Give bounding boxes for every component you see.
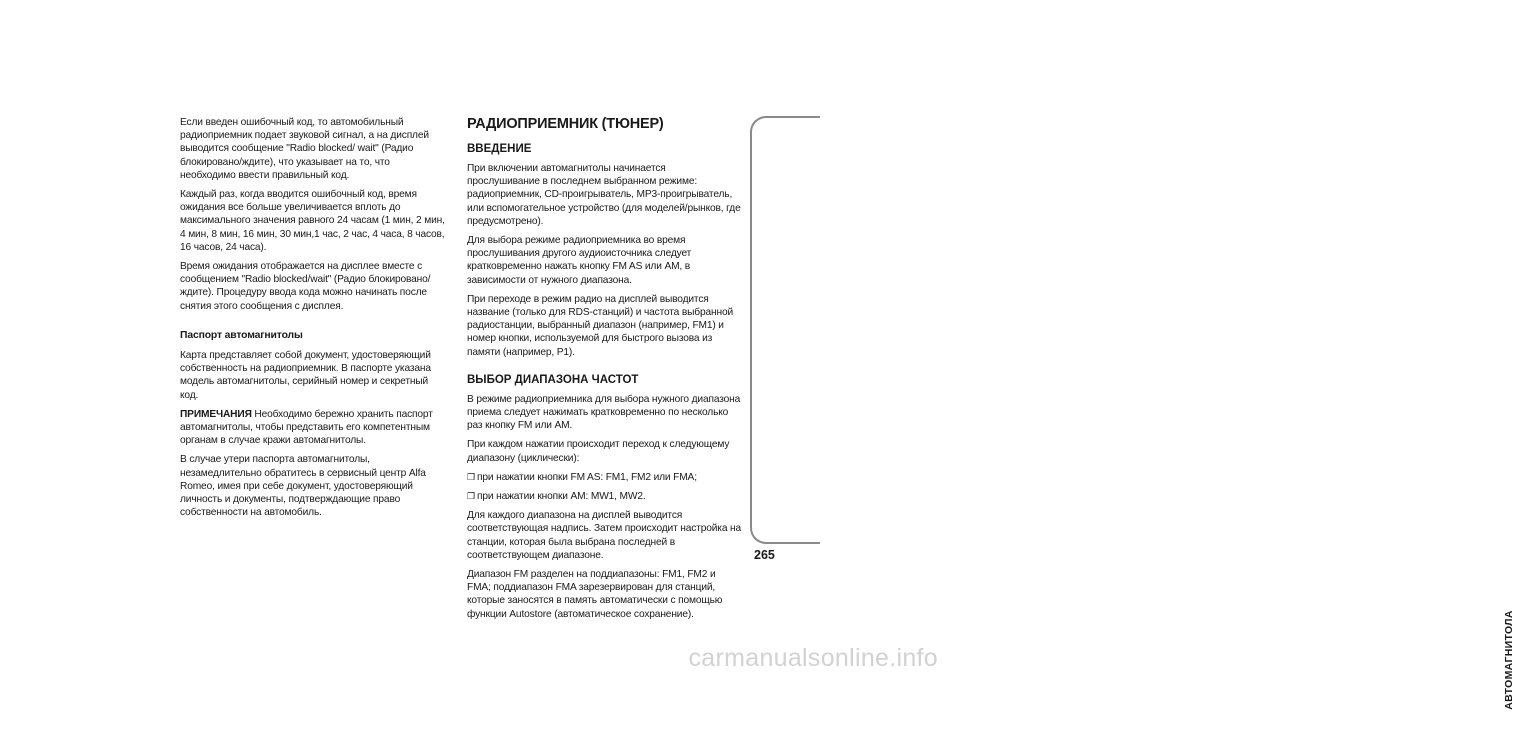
- heading-introduction: ВВЕДЕНИЕ: [467, 143, 532, 155]
- side-tab-frame: [750, 116, 820, 544]
- paragraph-band-3: Для каждого диапазона на дисплей выводится соответствующая надпись. Затем происходит настройка на станции, которая была выбрана последней в соответствующем диапазоне.: [467, 510, 742, 561]
- bullet-item-am: ❒ при нажатии кнопки AM: MW1, MW2.: [467, 491, 646, 503]
- paragraph-wait-display: Время ожидания отображается на дисплее вместе с сообщением "Radio blocked/wait" (Радио блокировано/ждите). Процедуру ввода кода можно начинать после снятия этого сообщения с дисплея.: [180, 261, 431, 312]
- right-column: [467, 116, 741, 627]
- page-number: 265: [754, 548, 775, 562]
- paragraph-intro-3: При переходе в режим радио на дисплей выводится название (только для RDS-станций) и частота выбранной радиостанции, выбранный диапазон (например, FM1) и номер кнопки, используемой для быстрого вызова из памяти (например, P1).: [467, 293, 734, 358]
- paragraph-band-2: При каждом нажатии происходит переход к следующему диапазону (циклически):: [467, 439, 730, 464]
- paragraph-wrong-code: Если введен ошибочный код, то автомобильный радиоприемник подает звуковой сигнал, а на дисплей выводится сообщение "Radio blocked/ wait" (Радио блокировано/ждите), что указывает на то, что необходимо ввести правильный код.: [180, 117, 429, 181]
- watermark: carmanualsonline.info: [688, 644, 938, 672]
- paragraph-intro-1: При включении автомагнитолы начинается прослушивание в последнем выбранном режиме: радиоприемник, CD-проигрыватель, MP3-проигрыватель, или вспомогательное устройство (для моделей/рынков, где предусмотрено).: [467, 163, 741, 227]
- side-tab-label: АВТОМАГНИТОЛА: [1503, 610, 1515, 710]
- note-paragraph: [180, 408, 445, 448]
- paragraph-band-4: Диапазон FM разделен на поддиапазоны: FM1, FM2 и FMA; поддиапазон FMA зарезервирован для станций, которые заносятся в память автоматически с помощью функции Autostore (автоматическое сохранение).: [467, 569, 723, 620]
- subheading-radio-passport: Паспорт автомагнитолы: [180, 329, 303, 341]
- bullet-item-fm: ❒ при нажатии кнопки FM AS: FM1, FM2 или FMA;: [467, 471, 697, 483]
- paragraph-band-1: В режиме радиоприемника для выбора нужного диапазона приема следует нажимать кратковременно по несколько раз кнопку FM или AM.: [467, 393, 741, 432]
- heading-band-selection: ВЫБОР ДИАПАЗОНА ЧАСТОТ: [467, 373, 639, 386]
- paragraph-intro-2: Для выбора режиме радиоприемника во время прослушивания другого аудиоисточника следует кратковременно нажать кнопку FM AS или AM, в зависимости от нужного диапазона.: [467, 235, 692, 286]
- left-column: [180, 116, 445, 525]
- checkbox-bullet-icon: ❒: [467, 491, 475, 502]
- section-title: РАДИОПРИЕМНИК (ТЮНЕР): [467, 116, 664, 132]
- paragraph-lost-passport: В случае утери паспорта автомагнитолы, незамедлительно обратитесь в сервисный центр Alfa Romeo, имея при себе документ, удостоверяющий личность и документы, подтверждающие право собственности на автомобиль.: [180, 454, 426, 519]
- paragraph-passport-card: Карта представляет собой документ, удостоверяющий собственность на радиоприемник. В паспорте указана модель автомагнитолы, серийный номер и секретный код.: [180, 350, 431, 401]
- note-text: Необходимо бережно хранить паспорт автомагнитолы, чтобы представить его компетентным органам в случае кражи автомагнитолы.: [180, 408, 433, 447]
- note-label: ПРИМЕЧАНИЯ: [180, 408, 252, 420]
- paragraph-wait-time: Каждый раз, когда вводится ошибочный код, время ожидания все больше увеличивается вплоть до максимального значения равного 24 часам (1 мин, 2 мин, 4 мин, 8 мин, 16 мин, 30 мин,1 час, 2 час, 4 часа, 8 часов, 16 часов, 24 часа).: [180, 189, 445, 253]
- checkbox-bullet-icon: ❒: [467, 471, 475, 482]
